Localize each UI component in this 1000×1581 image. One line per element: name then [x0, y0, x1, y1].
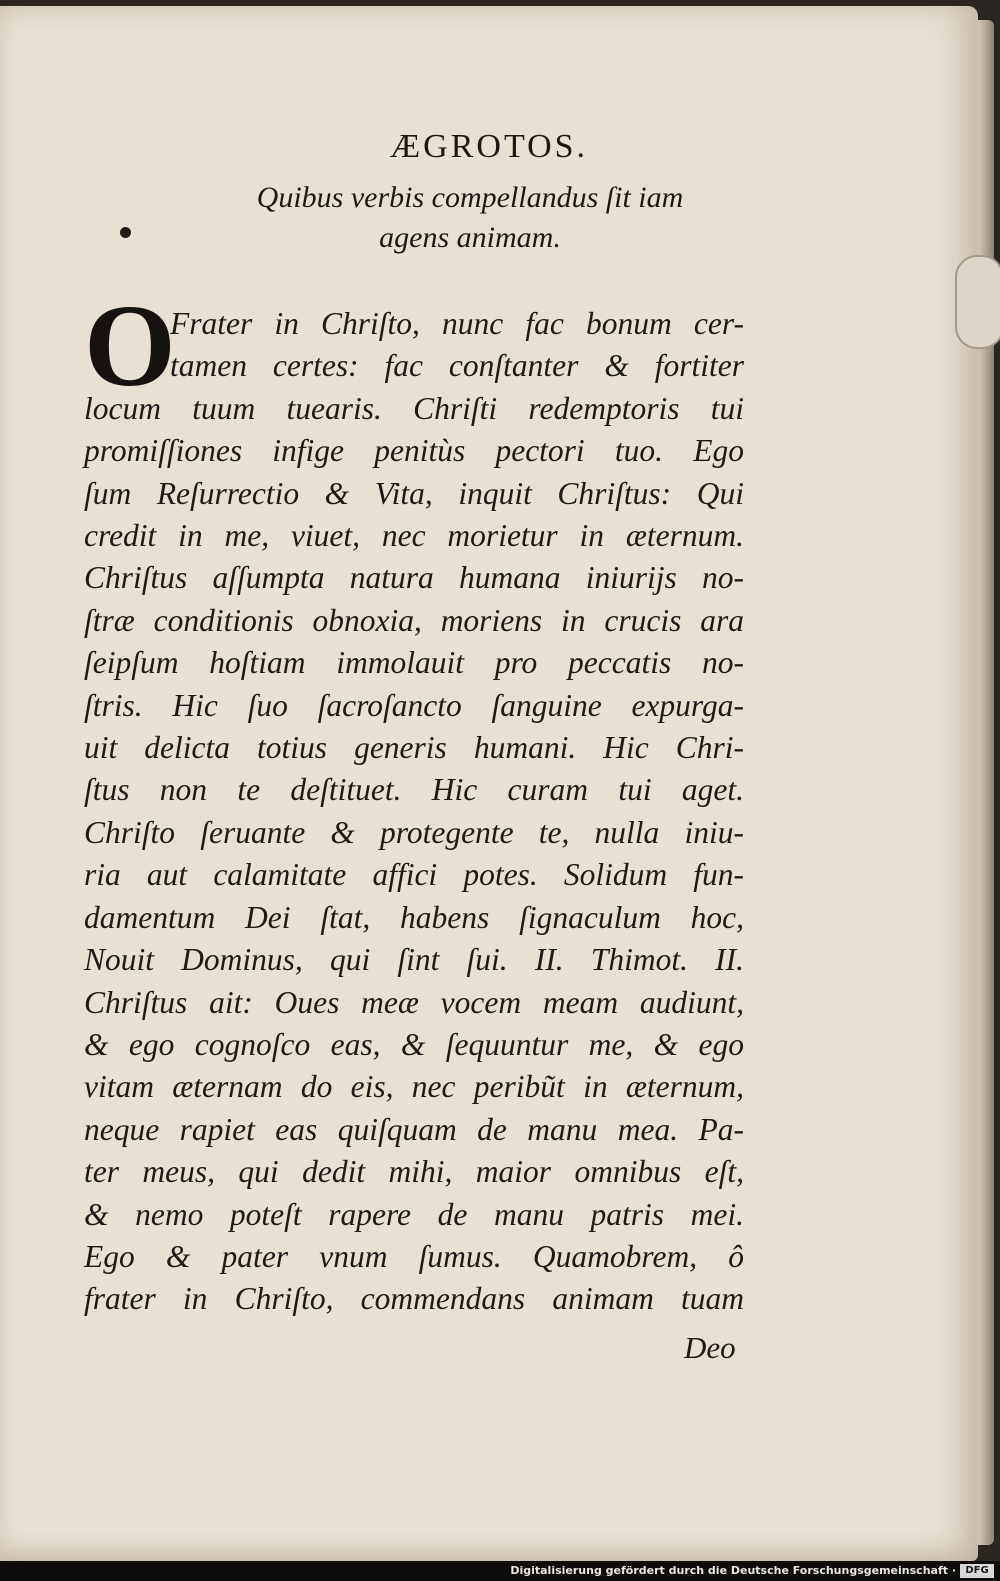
subtitle-line-1: Quibus verbis compellandus ſit iam — [256, 181, 684, 214]
digitization-footer — [0, 1561, 1000, 1581]
text-line: & ego cognoſco eas, & ſequuntur me, & ego — [84, 1026, 744, 1062]
text-line: promiſſiones infige penitùs pectori tuo. Ego — [84, 433, 744, 469]
text-line: Frater in Chriſto, nunc fac bonum cer- — [170, 306, 744, 341]
catchword: Deo — [684, 1330, 736, 1365]
dfg-logo: DFG — [960, 1564, 994, 1578]
footer-credit: Digitalisierung gefördert durch die Deutsche Forschungsgemeinschaft · — [510, 1564, 956, 1577]
text-line: Nouit Dominus, qui ſint ſui. II. Thimot. II. — [84, 942, 744, 978]
text-line: ria aut calamitate affici potes. Solidum fun- — [84, 857, 744, 893]
text-line: ter meus, qui dedit mihi, maior omnibus eſt, — [84, 1154, 744, 1190]
text-line: frater in Chriſto, commendans animam tuam — [84, 1281, 744, 1317]
text-line: ſeipſum hoſtiam immolauit pro peccatis no- — [84, 645, 744, 681]
text-line: & nemo poteſt rapere de manu patris mei. — [84, 1196, 744, 1232]
text-line: Chriſtus ait: Oues meæ vocem meam audiunt, — [84, 984, 744, 1020]
text-line: Chriſtus aſſumpta natura humana iniurijs no- — [84, 560, 744, 596]
text-line: ſtris. Hic ſuo ſacroſancto ſanguine expurga- — [84, 687, 744, 723]
text-line: damentum Dei ſtat, habens ſignaculum hoc, — [84, 899, 744, 935]
text-line: tamen certes: fac conſtanter & fortiter — [170, 348, 744, 384]
subtitle-line-2: agens animam. — [379, 221, 561, 254]
text-line: credit in me, viuet, nec morietur in æternum. — [84, 518, 744, 554]
page-edge — [978, 20, 994, 1545]
text-line: ſtræ conditionis obnoxia, moriens in crucis ara — [84, 602, 744, 638]
section-subtitle — [160, 178, 780, 258]
text-line: Chriſto ſeruante & protegente te, nulla iniu- — [84, 814, 744, 850]
page-tab-marker — [955, 255, 1000, 349]
text-line: ſum Reſurrectio & Vita, inquit Chriſtus: Qui — [84, 475, 744, 511]
text-line: locum tuum tuearis. Chriſti redemptoris tui — [84, 390, 744, 426]
drop-capital: O — [84, 280, 176, 411]
ink-spot — [120, 227, 131, 238]
running-header: ÆGROTOS. — [389, 128, 589, 165]
text-line: Ego & pater vnum ſumus. Quamobrem, ô — [84, 1238, 744, 1274]
text-line: neque rapiet eas quiſquam de manu mea. Pa- — [84, 1111, 744, 1147]
body-text — [84, 303, 744, 1321]
text-line: uit delicta totius generis humani. Hic Chri- — [84, 730, 744, 766]
text-line: ſtus non te deſtituet. Hic curam tui aget. — [84, 772, 744, 808]
text-line: vitam æternam do eis, nec peribũt in æternum, — [84, 1069, 744, 1105]
